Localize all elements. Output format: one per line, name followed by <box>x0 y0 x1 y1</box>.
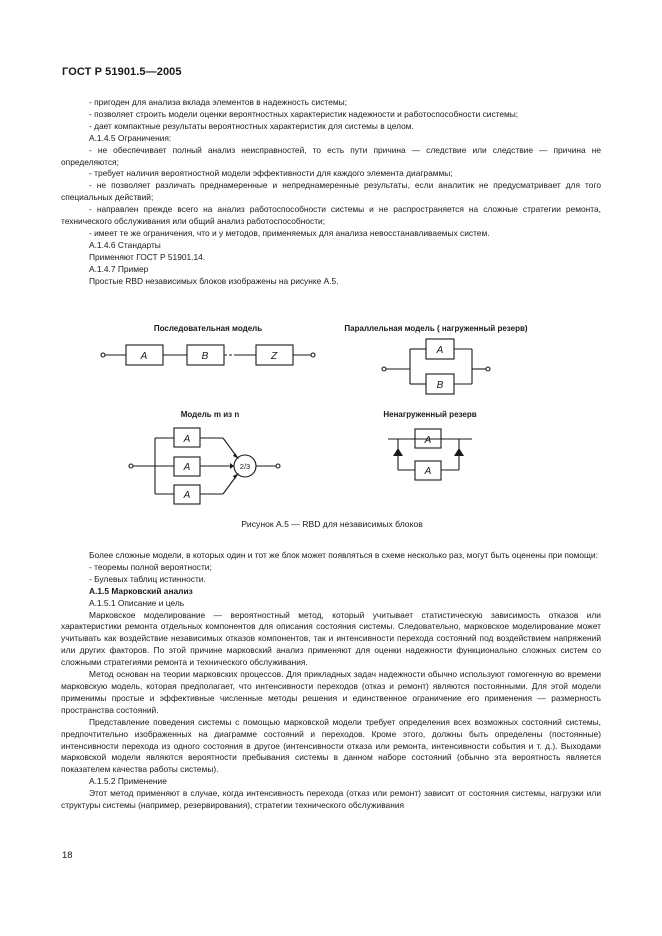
mn-label-a3: A <box>183 490 191 501</box>
parallel-label-a: A <box>436 345 444 356</box>
body-paragraph: - теоремы полной вероятности; <box>89 561 212 572</box>
standby-title: Ненагруженный резерв <box>383 410 477 419</box>
standby-arrow-up-left <box>393 448 403 456</box>
body-paragraph: Представление поведения системы с помощью марковской модели требует определения всех возможных состояний системы, предпочтительно изображенных на диаграмме состояний и переходов. Кроме этого, должны быть определены (постоянные) интенсивности перехода из одного состояния в другое (интенсивности отказа или ремонта, интенсивности события и т. д.). Выходами марковской модели являются вероятности пребывания системы в данном наборе состояний (обычно эта вероятность является показателем качества работы системы). <box>61 716 601 775</box>
parallel-input-node <box>382 367 386 371</box>
voter-label: 2/3 <box>239 462 251 471</box>
standby-label-a1: A <box>424 435 432 446</box>
parallel-output-node <box>486 367 490 371</box>
parallel-title: Параллельная модель ( нагруженный резерв) <box>344 324 528 333</box>
series-label-z: Z <box>270 351 278 362</box>
mn-output-node <box>276 464 280 468</box>
top-paragraph: - не обеспечивает полный анализ неисправностей, то есть пути причина — следствие или следствие — причина не определяются; <box>61 144 601 167</box>
document-header: ГОСТ Р 51901.5—2005 <box>62 66 182 78</box>
series-title: Последовательная модель <box>153 324 263 333</box>
standby-label-a2: A <box>424 466 432 477</box>
parallel-label-b: B <box>436 380 444 391</box>
top-paragraph: А.1.4.6 Стандарты <box>89 239 161 250</box>
series-label-a: A <box>140 351 148 362</box>
mn-arrow-mid <box>230 463 234 469</box>
body-paragraph: А.1.5.2 Применение <box>89 776 167 787</box>
top-paragraph: - требует наличия вероятностной модели эффективности для каждого элемента диаграммы; <box>89 168 453 179</box>
top-paragraph: - пригоден для анализа вклада элементов в надежность системы; <box>89 97 347 107</box>
body-paragraph: Метод основан на теории марковских процессов. Для прикладных задач надежности обычно используют гомогенную во времени марковскую модель, которая предполагает, что интенсивности переходов (отказ и ремонт) являются постоянными. Для этой модели применимы простые и эффективные численные методы решения и единственное ограничение его применения — размерность пространства состояний. <box>61 669 601 715</box>
page-number: 18 <box>62 850 73 861</box>
top-paragraph: - имеет те же ограничения, что и у методов, применяемых для анализа невосстанавливаемых систем. <box>89 227 490 238</box>
standby-arrow-up-right <box>454 448 464 456</box>
mn-title: Модель m из n <box>180 410 240 419</box>
top-text-block <box>61 97 601 288</box>
series-output-node <box>311 353 315 357</box>
series-label-b: B <box>201 351 209 362</box>
rbd-diagram <box>62 316 602 516</box>
body-paragraph: Марковское моделирование — вероятностный метод, который учитывает статистическую зависимость отказов или характеристики ремонта отдельных компонентов для описания состояния системы. Следовательно, марковское моделирование может учитывать как воздействие независимых отказов компонентов, так и интенсивности перехода состояний под воздействием напряжений или других факторов. По этой причине марковский анализ применяют для оценки надежности функционально сложных систем со сложными стратегиями ремонта и технического обслуживания. <box>61 609 601 668</box>
body-paragraph: - Булевых таблиц истинности. <box>89 573 206 584</box>
top-paragraph: А.1.4.5 Ограничения: <box>89 132 172 143</box>
bottom-text-block <box>61 550 601 812</box>
top-paragraph: А.1.4.7 Пример <box>89 263 149 274</box>
figure-caption: Рисунок А.5 — RBD для независимых блоков <box>241 519 423 529</box>
mn-arrow-bottom <box>233 473 239 479</box>
top-paragraph: - позволяет строить модели оценки вероятностных характеристик надежности и работоспособности системы; <box>89 108 519 119</box>
mn-label-a2: A <box>183 462 191 473</box>
section-heading: А.1.5 Марковский анализ <box>89 585 193 596</box>
body-paragraph: Этот метод применяют в случае, когда интенсивность перехода (отказ или ремонт) зависит от состояния системы, нагрузки или структуры системы (например, резервирования), стратегии технического обслуживания <box>61 788 601 811</box>
top-paragraph: - дает компактные результаты вероятностных характеристик для системы в целом. <box>89 120 414 131</box>
body-paragraph: А.1.5.1 Описание и цель <box>89 597 185 608</box>
series-input-node <box>101 353 105 357</box>
top-paragraph: Простые RBD независимых блоков изображены на рисунке А.5. <box>89 275 339 286</box>
mn-label-a1: A <box>183 434 191 445</box>
body-paragraph: Более сложные модели, в которых один и тот же блок может появляться в схеме несколько раз, могут быть оценены при помощи: <box>89 550 598 560</box>
mn-input-node <box>129 464 133 468</box>
figure-a5 <box>62 316 602 536</box>
top-paragraph: - направлен прежде всего на анализ работоспособности системы и не распространяется на сложные стратегии ремонта, технического обслуживания или общий анализ работоспособности; <box>61 204 601 227</box>
top-paragraph: - не позволяет различать преднамеренные и непреднамеренные результаты, если аналитик не предусматривает для того специальных действий; <box>61 180 601 203</box>
top-paragraph: Применяют ГОСТ Р 51901.14. <box>89 251 206 262</box>
mn-arrow-top <box>233 453 239 459</box>
